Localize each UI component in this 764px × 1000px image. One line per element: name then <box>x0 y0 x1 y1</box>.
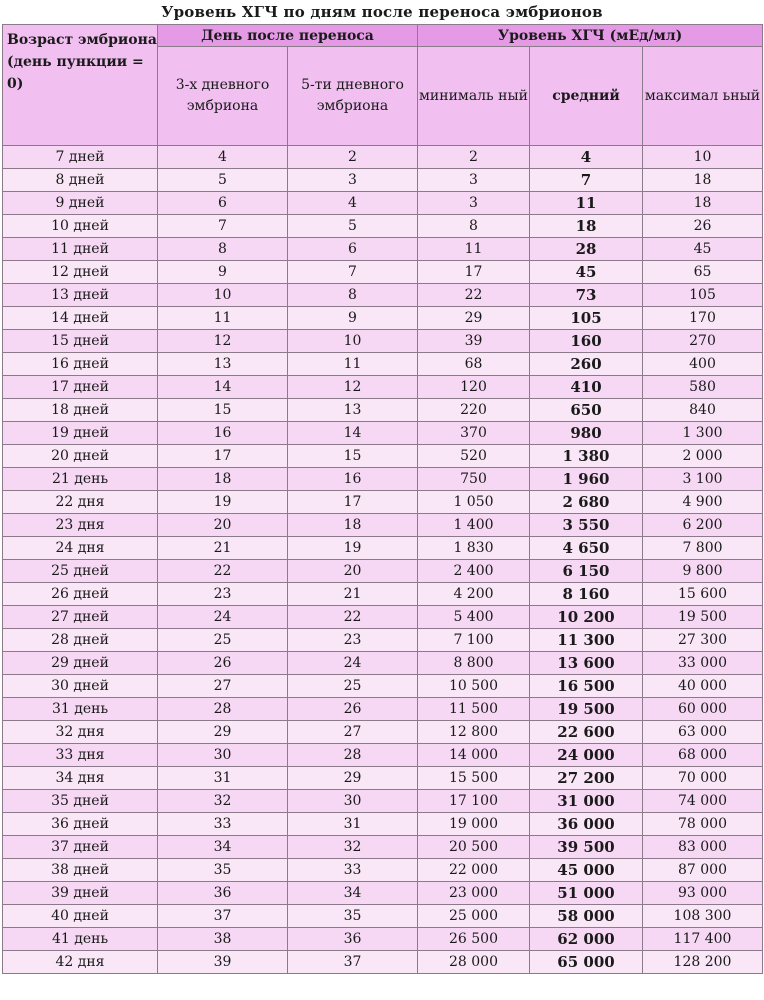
cell-3-day-embryo: 34 <box>158 836 288 859</box>
cell-5-day-embryo: 17 <box>288 491 418 514</box>
cell-average: 65 000 <box>530 951 643 974</box>
cell-3-day-embryo: 30 <box>158 744 288 767</box>
header-hcg-level: Уровень ХГЧ (мЕд/мл) <box>418 25 763 47</box>
cell-5-day-embryo: 14 <box>288 422 418 445</box>
cell-3-day-embryo: 10 <box>158 284 288 307</box>
cell-maximum: 40 000 <box>643 675 763 698</box>
cell-5-day-embryo: 16 <box>288 468 418 491</box>
cell-average: 39 500 <box>530 836 643 859</box>
cell-average: 62 000 <box>530 928 643 951</box>
cell-3-day-embryo: 19 <box>158 491 288 514</box>
cell-minimum: 22 <box>418 284 530 307</box>
cell-average: 11 300 <box>530 629 643 652</box>
cell-3-day-embryo: 32 <box>158 790 288 813</box>
cell-maximum: 128 200 <box>643 951 763 974</box>
cell-maximum: 27 300 <box>643 629 763 652</box>
cell-3-day-embryo: 36 <box>158 882 288 905</box>
cell-5-day-embryo: 12 <box>288 376 418 399</box>
cell-3-day-embryo: 33 <box>158 813 288 836</box>
table-row <box>3 468 763 491</box>
cell-embryo-age: 26 дней <box>3 583 158 606</box>
cell-maximum: 3 100 <box>643 468 763 491</box>
cell-embryo-age: 18 дней <box>3 399 158 422</box>
cell-5-day-embryo: 2 <box>288 146 418 169</box>
cell-average: 1 380 <box>530 445 643 468</box>
cell-maximum: 18 <box>643 169 763 192</box>
table-row <box>3 652 763 675</box>
cell-minimum: 26 500 <box>418 928 530 951</box>
cell-average: 18 <box>530 215 643 238</box>
cell-minimum: 1 400 <box>418 514 530 537</box>
cell-3-day-embryo: 5 <box>158 169 288 192</box>
cell-average: 28 <box>530 238 643 261</box>
cell-average: 8 160 <box>530 583 643 606</box>
cell-embryo-age: 8 дней <box>3 169 158 192</box>
table-row <box>3 399 763 422</box>
cell-maximum: 4 900 <box>643 491 763 514</box>
cell-3-day-embryo: 21 <box>158 537 288 560</box>
cell-average: 4 <box>530 146 643 169</box>
cell-5-day-embryo: 5 <box>288 215 418 238</box>
table-row <box>3 307 763 330</box>
cell-maximum: 19 500 <box>643 606 763 629</box>
header-day-after-transfer: День после переноса <box>158 25 418 47</box>
header-embryo-age: Возраст эмбриона (день пункции = 0) <box>3 25 158 146</box>
table-row <box>3 721 763 744</box>
cell-average: 45 000 <box>530 859 643 882</box>
cell-average: 45 <box>530 261 643 284</box>
cell-embryo-age: 41 день <box>3 928 158 951</box>
hcg-table <box>2 24 763 974</box>
cell-5-day-embryo: 35 <box>288 905 418 928</box>
table-row <box>3 583 763 606</box>
table-row <box>3 238 763 261</box>
cell-minimum: 28 000 <box>418 951 530 974</box>
cell-maximum: 93 000 <box>643 882 763 905</box>
table-row <box>3 560 763 583</box>
cell-5-day-embryo: 3 <box>288 169 418 192</box>
cell-embryo-age: 9 дней <box>3 192 158 215</box>
table-row <box>3 445 763 468</box>
cell-5-day-embryo: 25 <box>288 675 418 698</box>
table-row <box>3 169 763 192</box>
table-row <box>3 422 763 445</box>
cell-minimum: 1 050 <box>418 491 530 514</box>
cell-3-day-embryo: 8 <box>158 238 288 261</box>
cell-minimum: 120 <box>418 376 530 399</box>
cell-maximum: 18 <box>643 192 763 215</box>
table-row <box>3 882 763 905</box>
cell-embryo-age: 11 дней <box>3 238 158 261</box>
cell-embryo-age: 14 дней <box>3 307 158 330</box>
cell-embryo-age: 13 дней <box>3 284 158 307</box>
table-row <box>3 813 763 836</box>
table-row <box>3 951 763 974</box>
cell-3-day-embryo: 14 <box>158 376 288 399</box>
cell-embryo-age: 22 дня <box>3 491 158 514</box>
cell-average: 10 200 <box>530 606 643 629</box>
cell-average: 260 <box>530 353 643 376</box>
cell-embryo-age: 28 дней <box>3 629 158 652</box>
table-row <box>3 537 763 560</box>
cell-maximum: 400 <box>643 353 763 376</box>
cell-3-day-embryo: 15 <box>158 399 288 422</box>
cell-minimum: 10 500 <box>418 675 530 698</box>
cell-5-day-embryo: 20 <box>288 560 418 583</box>
cell-embryo-age: 7 дней <box>3 146 158 169</box>
cell-embryo-age: 40 дней <box>3 905 158 928</box>
cell-average: 650 <box>530 399 643 422</box>
cell-5-day-embryo: 24 <box>288 652 418 675</box>
cell-3-day-embryo: 25 <box>158 629 288 652</box>
cell-maximum: 15 600 <box>643 583 763 606</box>
table-row <box>3 836 763 859</box>
table-row <box>3 698 763 721</box>
cell-average: 105 <box>530 307 643 330</box>
cell-average: 24 000 <box>530 744 643 767</box>
cell-3-day-embryo: 9 <box>158 261 288 284</box>
header-average: средний <box>530 47 643 146</box>
cell-minimum: 23 000 <box>418 882 530 905</box>
cell-average: 160 <box>530 330 643 353</box>
cell-average: 31 000 <box>530 790 643 813</box>
cell-3-day-embryo: 11 <box>158 307 288 330</box>
cell-3-day-embryo: 16 <box>158 422 288 445</box>
cell-maximum: 63 000 <box>643 721 763 744</box>
table-row <box>3 744 763 767</box>
cell-minimum: 1 830 <box>418 537 530 560</box>
cell-minimum: 14 000 <box>418 744 530 767</box>
cell-maximum: 60 000 <box>643 698 763 721</box>
cell-minimum: 39 <box>418 330 530 353</box>
cell-minimum: 220 <box>418 399 530 422</box>
cell-minimum: 4 200 <box>418 583 530 606</box>
cell-3-day-embryo: 12 <box>158 330 288 353</box>
cell-average: 4 650 <box>530 537 643 560</box>
cell-3-day-embryo: 4 <box>158 146 288 169</box>
cell-3-day-embryo: 28 <box>158 698 288 721</box>
table-row <box>3 261 763 284</box>
table-row <box>3 330 763 353</box>
cell-5-day-embryo: 9 <box>288 307 418 330</box>
cell-embryo-age: 27 дней <box>3 606 158 629</box>
cell-average: 16 500 <box>530 675 643 698</box>
cell-maximum: 170 <box>643 307 763 330</box>
cell-3-day-embryo: 6 <box>158 192 288 215</box>
cell-maximum: 117 400 <box>643 928 763 951</box>
cell-embryo-age: 39 дней <box>3 882 158 905</box>
table-row <box>3 491 763 514</box>
table-row <box>3 514 763 537</box>
table-row <box>3 675 763 698</box>
cell-minimum: 11 500 <box>418 698 530 721</box>
cell-embryo-age: 17 дней <box>3 376 158 399</box>
cell-5-day-embryo: 21 <box>288 583 418 606</box>
table-row <box>3 629 763 652</box>
cell-embryo-age: 37 дней <box>3 836 158 859</box>
cell-3-day-embryo: 35 <box>158 859 288 882</box>
cell-minimum: 12 800 <box>418 721 530 744</box>
cell-5-day-embryo: 37 <box>288 951 418 974</box>
cell-embryo-age: 12 дней <box>3 261 158 284</box>
table-row <box>3 790 763 813</box>
cell-minimum: 22 000 <box>418 859 530 882</box>
cell-3-day-embryo: 17 <box>158 445 288 468</box>
cell-3-day-embryo: 27 <box>158 675 288 698</box>
cell-5-day-embryo: 31 <box>288 813 418 836</box>
cell-minimum: 2 400 <box>418 560 530 583</box>
table-row <box>3 859 763 882</box>
cell-5-day-embryo: 26 <box>288 698 418 721</box>
cell-average: 410 <box>530 376 643 399</box>
cell-average: 13 600 <box>530 652 643 675</box>
cell-minimum: 5 400 <box>418 606 530 629</box>
cell-minimum: 8 <box>418 215 530 238</box>
cell-maximum: 270 <box>643 330 763 353</box>
cell-5-day-embryo: 11 <box>288 353 418 376</box>
cell-5-day-embryo: 22 <box>288 606 418 629</box>
cell-embryo-age: 38 дней <box>3 859 158 882</box>
cell-embryo-age: 29 дней <box>3 652 158 675</box>
cell-minimum: 3 <box>418 169 530 192</box>
cell-maximum: 105 <box>643 284 763 307</box>
cell-3-day-embryo: 22 <box>158 560 288 583</box>
cell-5-day-embryo: 27 <box>288 721 418 744</box>
cell-3-day-embryo: 23 <box>158 583 288 606</box>
cell-embryo-age: 33 дня <box>3 744 158 767</box>
cell-maximum: 9 800 <box>643 560 763 583</box>
cell-maximum: 840 <box>643 399 763 422</box>
cell-maximum: 65 <box>643 261 763 284</box>
cell-3-day-embryo: 7 <box>158 215 288 238</box>
cell-minimum: 7 100 <box>418 629 530 652</box>
cell-minimum: 17 <box>418 261 530 284</box>
cell-embryo-age: 24 дня <box>3 537 158 560</box>
cell-maximum: 87 000 <box>643 859 763 882</box>
cell-maximum: 83 000 <box>643 836 763 859</box>
header-row-groups <box>3 25 763 47</box>
cell-maximum: 74 000 <box>643 790 763 813</box>
cell-5-day-embryo: 7 <box>288 261 418 284</box>
table-row <box>3 905 763 928</box>
cell-5-day-embryo: 19 <box>288 537 418 560</box>
table-row <box>3 192 763 215</box>
cell-maximum: 78 000 <box>643 813 763 836</box>
cell-embryo-age: 31 день <box>3 698 158 721</box>
cell-average: 2 680 <box>530 491 643 514</box>
cell-average: 27 200 <box>530 767 643 790</box>
cell-average: 6 150 <box>530 560 643 583</box>
cell-3-day-embryo: 37 <box>158 905 288 928</box>
cell-minimum: 19 000 <box>418 813 530 836</box>
cell-5-day-embryo: 28 <box>288 744 418 767</box>
cell-embryo-age: 30 дней <box>3 675 158 698</box>
table-row <box>3 353 763 376</box>
cell-minimum: 29 <box>418 307 530 330</box>
cell-minimum: 11 <box>418 238 530 261</box>
cell-maximum: 26 <box>643 215 763 238</box>
cell-5-day-embryo: 32 <box>288 836 418 859</box>
cell-average: 1 960 <box>530 468 643 491</box>
cell-3-day-embryo: 20 <box>158 514 288 537</box>
cell-minimum: 2 <box>418 146 530 169</box>
cell-average: 51 000 <box>530 882 643 905</box>
cell-minimum: 520 <box>418 445 530 468</box>
cell-5-day-embryo: 10 <box>288 330 418 353</box>
cell-5-day-embryo: 29 <box>288 767 418 790</box>
cell-5-day-embryo: 13 <box>288 399 418 422</box>
page-title: Уровень ХГЧ по дням после переноса эмбрионов <box>161 3 603 21</box>
cell-average: 980 <box>530 422 643 445</box>
cell-embryo-age: 23 дня <box>3 514 158 537</box>
cell-5-day-embryo: 4 <box>288 192 418 215</box>
cell-embryo-age: 42 дня <box>3 951 158 974</box>
cell-3-day-embryo: 24 <box>158 606 288 629</box>
cell-minimum: 8 800 <box>418 652 530 675</box>
cell-maximum: 68 000 <box>643 744 763 767</box>
cell-maximum: 580 <box>643 376 763 399</box>
cell-maximum: 6 200 <box>643 514 763 537</box>
cell-minimum: 3 <box>418 192 530 215</box>
cell-minimum: 20 500 <box>418 836 530 859</box>
cell-maximum: 2 000 <box>643 445 763 468</box>
cell-average: 3 550 <box>530 514 643 537</box>
cell-average: 22 600 <box>530 721 643 744</box>
table-row <box>3 928 763 951</box>
cell-maximum: 108 300 <box>643 905 763 928</box>
cell-embryo-age: 34 дня <box>3 767 158 790</box>
cell-embryo-age: 32 дня <box>3 721 158 744</box>
cell-embryo-age: 19 дней <box>3 422 158 445</box>
table-row <box>3 215 763 238</box>
cell-average: 58 000 <box>530 905 643 928</box>
cell-embryo-age: 15 дней <box>3 330 158 353</box>
cell-embryo-age: 16 дней <box>3 353 158 376</box>
cell-5-day-embryo: 23 <box>288 629 418 652</box>
table-body <box>3 146 763 974</box>
cell-minimum: 370 <box>418 422 530 445</box>
cell-5-day-embryo: 30 <box>288 790 418 813</box>
cell-5-day-embryo: 36 <box>288 928 418 951</box>
table-row <box>3 284 763 307</box>
header-maximum: максимал ьный <box>643 47 763 146</box>
cell-embryo-age: 35 дней <box>3 790 158 813</box>
cell-3-day-embryo: 31 <box>158 767 288 790</box>
cell-embryo-age: 21 день <box>3 468 158 491</box>
table-row <box>3 146 763 169</box>
cell-5-day-embryo: 18 <box>288 514 418 537</box>
cell-embryo-age: 10 дней <box>3 215 158 238</box>
cell-minimum: 17 100 <box>418 790 530 813</box>
cell-maximum: 1 300 <box>643 422 763 445</box>
cell-3-day-embryo: 29 <box>158 721 288 744</box>
cell-maximum: 10 <box>643 146 763 169</box>
cell-average: 7 <box>530 169 643 192</box>
cell-embryo-age: 36 дней <box>3 813 158 836</box>
cell-minimum: 750 <box>418 468 530 491</box>
table-row <box>3 767 763 790</box>
cell-5-day-embryo: 34 <box>288 882 418 905</box>
cell-minimum: 25 000 <box>418 905 530 928</box>
cell-3-day-embryo: 26 <box>158 652 288 675</box>
cell-maximum: 33 000 <box>643 652 763 675</box>
cell-3-day-embryo: 18 <box>158 468 288 491</box>
cell-embryo-age: 20 дней <box>3 445 158 468</box>
table-row <box>3 376 763 399</box>
cell-5-day-embryo: 33 <box>288 859 418 882</box>
cell-average: 11 <box>530 192 643 215</box>
header-3-day-embryo: 3-х дневного эмбриона <box>158 47 288 146</box>
cell-average: 19 500 <box>530 698 643 721</box>
table-row <box>3 606 763 629</box>
cell-minimum: 15 500 <box>418 767 530 790</box>
cell-minimum: 68 <box>418 353 530 376</box>
cell-5-day-embryo: 8 <box>288 284 418 307</box>
cell-3-day-embryo: 13 <box>158 353 288 376</box>
cell-average: 73 <box>530 284 643 307</box>
cell-maximum: 45 <box>643 238 763 261</box>
cell-embryo-age: 25 дней <box>3 560 158 583</box>
cell-3-day-embryo: 39 <box>158 951 288 974</box>
cell-3-day-embryo: 38 <box>158 928 288 951</box>
cell-maximum: 7 800 <box>643 537 763 560</box>
cell-5-day-embryo: 15 <box>288 445 418 468</box>
header-5-day-embryo: 5-ти дневного эмбриона <box>288 47 418 146</box>
cell-average: 36 000 <box>530 813 643 836</box>
header-minimum: минималь ный <box>418 47 530 146</box>
cell-maximum: 70 000 <box>643 767 763 790</box>
cell-5-day-embryo: 6 <box>288 238 418 261</box>
